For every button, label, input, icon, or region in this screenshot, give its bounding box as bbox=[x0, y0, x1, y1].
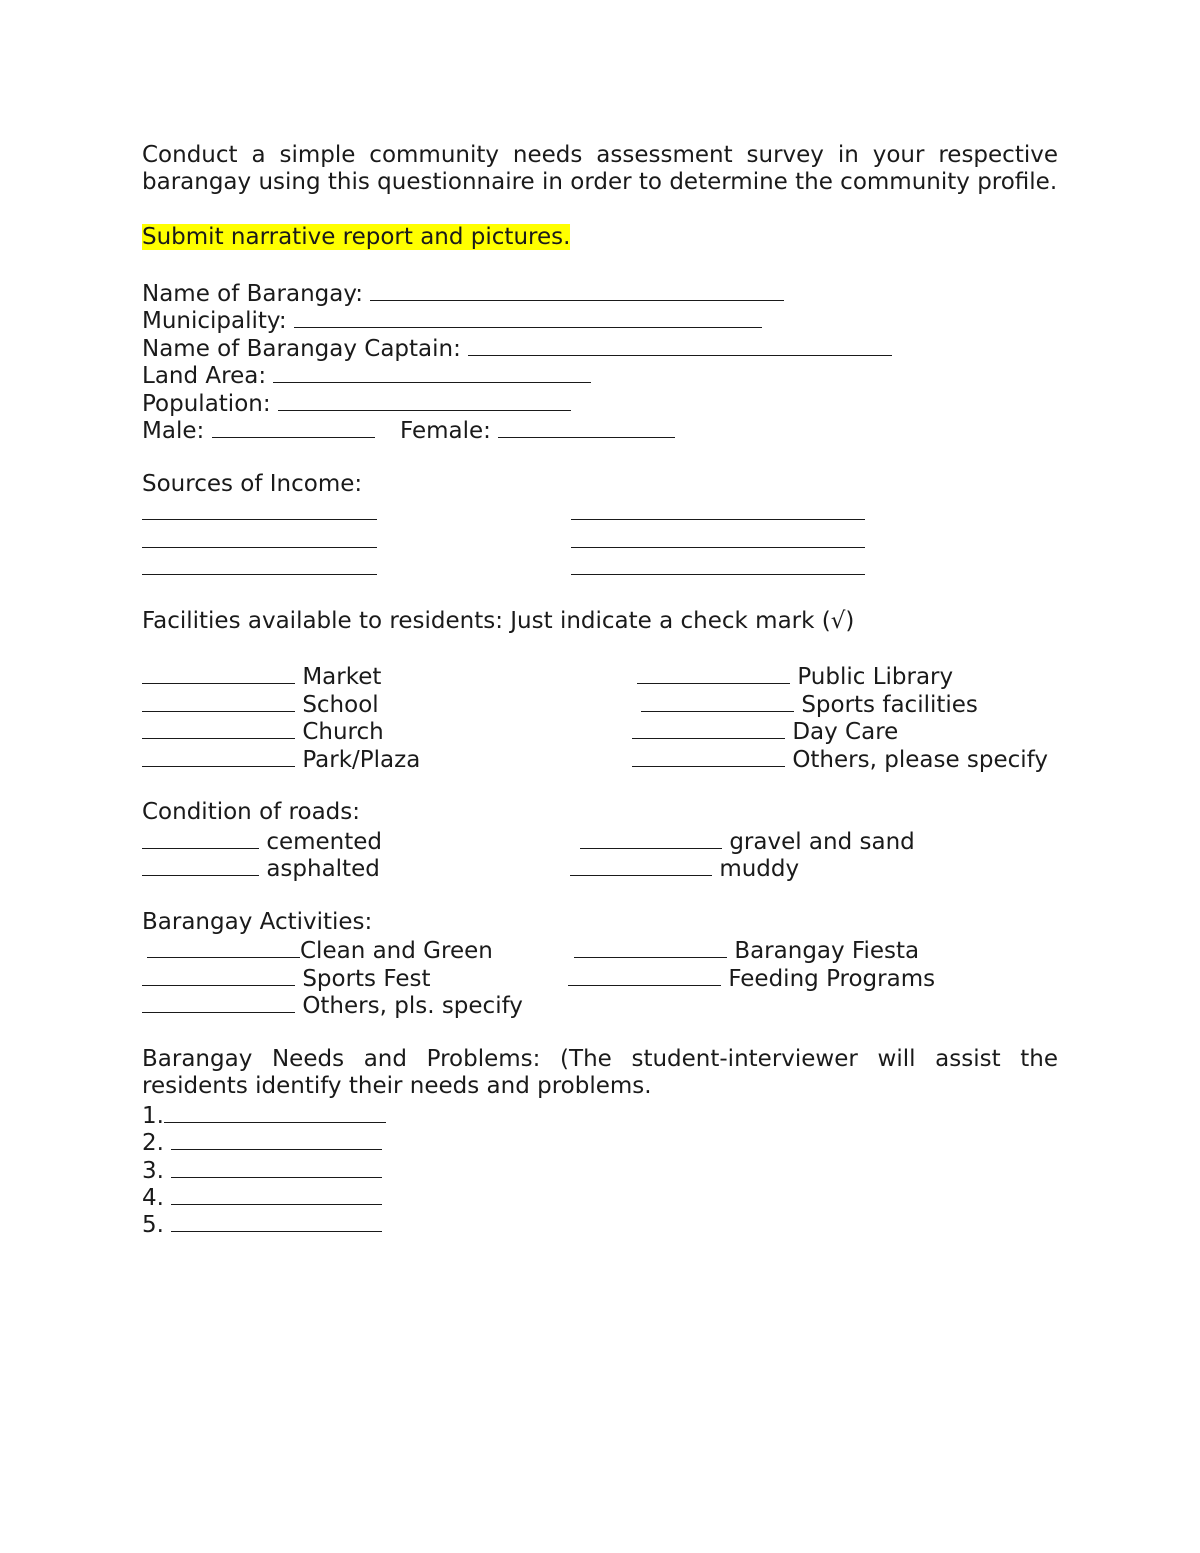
needs-number: 2. bbox=[142, 1130, 164, 1157]
captain-field bbox=[142, 334, 1058, 361]
needs-number: 1. bbox=[142, 1102, 164, 1129]
income-blank-left[interactable] bbox=[142, 498, 377, 520]
population-label: Population: bbox=[142, 390, 271, 417]
income-row bbox=[142, 498, 1058, 525]
income-blank-left[interactable] bbox=[142, 526, 377, 548]
facility-check-blank[interactable] bbox=[142, 690, 295, 712]
highlighted-instruction: Submit narrative report and pictures. bbox=[142, 224, 571, 251]
activity-check-blank[interactable] bbox=[147, 936, 300, 958]
needs-number: 5. bbox=[142, 1212, 164, 1239]
barangay-name-field bbox=[142, 279, 1058, 306]
activity-check-blank[interactable] bbox=[574, 936, 727, 958]
road-check-blank[interactable] bbox=[570, 854, 712, 876]
activity-label: Sports Fest bbox=[302, 965, 431, 992]
facility-label: School bbox=[302, 691, 379, 718]
needs-item bbox=[142, 1183, 1058, 1210]
facility-check-blank[interactable] bbox=[142, 717, 295, 739]
facility-label: Park/Plaza bbox=[302, 746, 421, 773]
activity-check-blank[interactable] bbox=[568, 964, 721, 986]
facility-row bbox=[142, 717, 1058, 744]
income-blank-right[interactable] bbox=[571, 498, 865, 520]
needs-blank[interactable] bbox=[171, 1128, 382, 1150]
male-field bbox=[142, 416, 375, 445]
road-check-blank[interactable] bbox=[142, 854, 259, 876]
activity-label: Clean and Green bbox=[300, 938, 493, 965]
land-area-label: Land Area: bbox=[142, 363, 267, 390]
facility-label: Day Care bbox=[792, 719, 899, 746]
facility-label: Others, please specify bbox=[792, 746, 1048, 773]
facility-row bbox=[142, 662, 1058, 689]
facility-label: Public Library bbox=[797, 664, 954, 691]
road-label: cemented bbox=[266, 828, 383, 855]
income-blank-left[interactable] bbox=[142, 553, 377, 575]
facility-check-blank[interactable] bbox=[637, 662, 790, 684]
needs-blank[interactable] bbox=[171, 1156, 382, 1178]
gender-field bbox=[142, 416, 1058, 443]
activity-check-blank[interactable] bbox=[142, 964, 295, 986]
needs-blank[interactable] bbox=[171, 1183, 382, 1205]
road-row bbox=[142, 827, 1058, 854]
road-label: asphalted bbox=[266, 856, 380, 883]
land-area-field bbox=[142, 361, 1058, 388]
needs-number: 4. bbox=[142, 1184, 164, 1211]
facility-check-blank[interactable] bbox=[641, 690, 794, 712]
male-label: Male: bbox=[142, 417, 205, 444]
facility-check-blank[interactable] bbox=[632, 717, 785, 739]
income-row bbox=[142, 553, 1058, 580]
road-row bbox=[142, 854, 1058, 881]
facility-check-blank[interactable] bbox=[632, 745, 785, 767]
captain-blank[interactable] bbox=[468, 334, 892, 356]
captain-label: Name of Barangay Captain: bbox=[142, 335, 461, 362]
questionnaire-page bbox=[142, 142, 1058, 1238]
activity-row bbox=[142, 991, 1058, 1018]
needs-item bbox=[142, 1101, 1058, 1128]
population-field bbox=[142, 389, 1058, 416]
income-row bbox=[142, 526, 1058, 553]
road-label: gravel and sand bbox=[729, 828, 915, 855]
activity-row bbox=[142, 936, 1058, 963]
facility-label: Sports facilities bbox=[801, 691, 978, 718]
female-field bbox=[400, 416, 675, 445]
income-blank-right[interactable] bbox=[571, 553, 865, 575]
needs-number: 3. bbox=[142, 1157, 164, 1184]
facility-label: Market bbox=[302, 664, 382, 691]
female-blank[interactable] bbox=[498, 416, 675, 438]
land-area-blank[interactable] bbox=[273, 361, 591, 383]
facility-label: Church bbox=[302, 719, 384, 746]
municipality-blank[interactable] bbox=[294, 306, 762, 328]
intro-paragraph: Conduct a simple community needs assessment survey in your respective barangay using this questionnaire in order to determine the community profile. bbox=[142, 142, 1058, 196]
activity-row bbox=[142, 964, 1058, 991]
activity-label: Others, pls. specify bbox=[302, 993, 523, 1020]
facility-check-blank[interactable] bbox=[142, 662, 295, 684]
activity-label: Barangay Fiesta bbox=[734, 938, 920, 965]
facility-row bbox=[142, 745, 1058, 772]
needs-item bbox=[142, 1210, 1058, 1237]
road-label: muddy bbox=[719, 856, 800, 883]
municipality-field bbox=[142, 306, 1058, 333]
instruction-line bbox=[142, 224, 1058, 251]
female-label: Female: bbox=[400, 417, 491, 444]
needs-blank[interactable] bbox=[164, 1101, 386, 1123]
needs-item bbox=[142, 1156, 1058, 1183]
activity-check-blank[interactable] bbox=[142, 991, 295, 1013]
income-blank-right[interactable] bbox=[571, 526, 865, 548]
facility-check-blank[interactable] bbox=[142, 745, 295, 767]
population-blank[interactable] bbox=[278, 389, 571, 411]
barangay-name-label: Name of Barangay: bbox=[142, 280, 364, 307]
activity-label: Feeding Programs bbox=[728, 965, 936, 992]
needs-item bbox=[142, 1128, 1058, 1155]
facilities-heading: Facilities available to residents: Just indicate a check mark (√) bbox=[142, 607, 855, 634]
needs-blank[interactable] bbox=[171, 1210, 382, 1232]
facility-row bbox=[142, 690, 1058, 717]
municipality-label: Municipality: bbox=[142, 308, 287, 335]
male-blank[interactable] bbox=[212, 416, 375, 438]
needs-heading: Barangay Needs and Problems: (The student-interviewer will assist the residents identify their needs and problems. bbox=[142, 1045, 1058, 1100]
activities-heading: Barangay Activities: bbox=[142, 908, 373, 935]
roads-heading: Condition of roads: bbox=[142, 799, 360, 826]
road-check-blank[interactable] bbox=[142, 827, 259, 849]
income-heading: Sources of Income: bbox=[142, 470, 363, 497]
road-check-blank[interactable] bbox=[580, 827, 722, 849]
barangay-name-blank[interactable] bbox=[370, 279, 784, 301]
